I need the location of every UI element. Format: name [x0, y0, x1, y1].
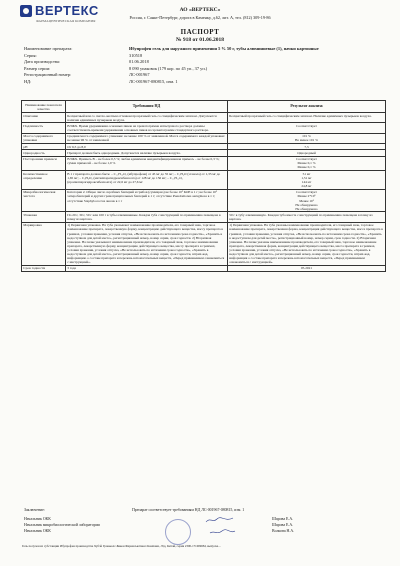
info-row-nd: [24, 79, 379, 86]
signature-row: [24, 529, 384, 534]
signature-row: [24, 523, 384, 528]
signatory-title: Начальник микробиологической лаборатории: [24, 523, 100, 527]
table-row: [22, 133, 386, 143]
signatory-name: Волкова Н.А.: [272, 529, 295, 533]
info-label: НД:: [24, 78, 32, 84]
row-name: Однородность: [22, 150, 66, 156]
row-requirement: От 6,5 до 8,0: [66, 144, 228, 150]
signatory-name: Шарова Е.А.: [272, 517, 294, 521]
info-label: Регистрационный номер:: [24, 72, 72, 78]
column-header: Требования НД: [66, 101, 228, 113]
conclusion: [24, 508, 384, 513]
info-label: Серия:: [24, 52, 37, 58]
info-value: ЛС-001967: [129, 72, 150, 78]
row-result: 51 мг 1,51 мг 144 мг 24,8 мг: [228, 171, 386, 190]
row-name: Масса содержимого упаковки: [22, 133, 66, 143]
table-row: [22, 171, 386, 190]
row-result: Соответствует: [228, 123, 386, 133]
table-header-row: [22, 101, 386, 113]
row-result: 7,3: [228, 144, 386, 150]
info-row-product: [24, 46, 379, 53]
company-name: АО «ВЕРТЕКС»: [179, 7, 221, 13]
row-requirement: ВЭЖХ. Время удерживания основных пиков на хроматограмме испытуемого раствора должны соответствовать времени удерживания основных пиков на хроматограмме стандартного раствора.: [66, 123, 228, 133]
signature-row: [24, 517, 384, 522]
conclusion-text: Препарат соответствует требованиям НД ЛС-001967-080815, изм. 1: [132, 508, 245, 512]
document-title: ПАСПОРТ: [180, 28, 220, 36]
company-address: Россия, г. Санкт-Петербург, дорога в Каменку, д.62, лит. А, тел. (812) 309-19-86: [129, 15, 271, 20]
stamp-icon: [165, 519, 191, 545]
signature-icon: [208, 528, 238, 536]
table-row: [22, 212, 386, 222]
quality-table: [21, 100, 386, 272]
row-requirement: ВЭЖХ. Примесь В – не более 0,3 %; любая единичная неидентифицированная примесь – не более 0,3 %; сумма примесей – не более 1,0 %: [66, 156, 228, 170]
row-requirement: Препарат должен быть однородным. Допускается наличие пузырьков воздуха.: [66, 150, 228, 156]
info-label: Дата производства:: [24, 59, 61, 65]
logo-tagline: ФАРМАЦЕВТИЧЕСКАЯ КОМПАНИЯ: [36, 19, 96, 23]
row-name: Описание: [22, 113, 66, 123]
info-row-series: [24, 53, 379, 60]
info-value: 8 090 упаковок (179 кор. по 45 уп., 37 уп.): [129, 65, 208, 71]
table-row: [22, 156, 386, 170]
row-name: Подлинность: [22, 123, 66, 133]
row-requirement: 1) Первичная упаковка. На тубе указывают наименование производителя, его товарный знак, торговое наименование препарата, лекарственную форму, концентрацию действующего вещества, массу препарата в граммах, условия хранения, условия отпуска, «Не использовать по истечении срока годности», «Хранить в недоступном для детей месте», регистрационный номер, номер серии, срок годности. 2) Вторичная упаковка. На пачке указывают наименование производителя, его товарный знак, торговое наименование препарата, лекарственную форму, концентрацию действующего вещества, массу препарата в граммах, условия хранения, условия отпуска, «Не использовать по истечении срока годности», «Хранить в недоступном для детей месте», регистрационный номер, номер серии, срок годности, штрих-код, информацию о составе препарата и перечень вспомогательных веществ, «Перед применением ознакомиться с инструкцией».: [66, 222, 228, 265]
row-name: Упаковка: [22, 212, 66, 222]
row-requirement: 3 года: [66, 265, 228, 271]
product-info: [24, 46, 379, 86]
table-row: [22, 222, 386, 265]
row-name: pH: [22, 144, 66, 150]
table-row: [22, 265, 386, 271]
row-name: Микробиологическая чистота: [22, 189, 66, 212]
table-row: [22, 113, 386, 123]
signatory-title: Начальник ОКК: [24, 529, 51, 533]
info-row-reg: [24, 72, 379, 79]
conclusion-label: Заключение:: [24, 508, 45, 512]
info-row-size: [24, 66, 379, 73]
info-value: 01.06.2018: [129, 59, 149, 65]
column-header: Наименование показателя качества: [22, 101, 66, 113]
row-name: Маркировка: [22, 222, 66, 265]
row-name: Срок годности: [22, 265, 66, 271]
row-result: 101 % Не менее 101 %: [228, 133, 386, 143]
column-header: Результат анализа: [228, 101, 386, 113]
info-row-date: [24, 59, 379, 66]
row-result: Однородный: [228, 150, 386, 156]
row-result: Соответствует Менее 0,1 % Менее 0,1 %: [228, 156, 386, 170]
row-result: Бесцветный прозрачный гель со специфическим запахом. Наличие единичных пузырьков воздуха.: [228, 113, 386, 123]
info-value: 310518: [129, 52, 143, 58]
row-requirement: Средняя масса содержимого упаковки: не менее 100 % от заявленной. Масса содержимого каждой упаковки: не менее 96 % от заявленной: [66, 133, 228, 143]
signature-icon: [205, 516, 235, 524]
row-requirement: По 20 г, 30 г, 50 г или 100 г в тубы алюминиевые. Каждая туба с инструкцией по применению помещена в пачку из картона.: [66, 212, 228, 222]
table-row: [22, 189, 386, 212]
row-name: Количественное определение: [22, 171, 66, 190]
row-requirement: Категория 2. Общее число аэробных бактерий и грибов (суммарно) не более 10² КОЕ в 1 г; не более 10¹ энтеробактерий и других грамотрицательных бактерий в 1 г; отсутствие Pseudomonas aeruginosa в 1 г; отсутствие Staphylococcus aureus в 1 г: [66, 189, 228, 212]
row-requirement: Бесцветный или со светло-желтым оттенком прозрачный гель со специфическим запахом. Допускается наличие единичных пузырьков воздуха.: [66, 113, 228, 123]
info-value: ЛС-001967-080815, изм. 1: [129, 78, 178, 84]
fine-print: Гель получен из субстанции Ибупрофен производства Хубэй Граньюлс-Бикон Фармасьютикал Компани, Лтд, Китай, серия 2300-1710096M, выпуска...: [22, 544, 221, 548]
row-result: 50 г в тубу алюминиевую. Каждая туба вместе с инструкцией по применению помещена в пачку из картона.: [228, 212, 386, 222]
info-label: Размер серии:: [24, 65, 51, 71]
info-value: Ибупрофен гель для наружного применения 5 % 50 г, тубы алюминиевые (1), пачки картонные: [129, 46, 319, 51]
row-requirement: В 1 г препарата должно быть: – C₁₃H₁₈O₂ (ибупрофена) от 45 мг до 55 мг; – C₂H₆O (этанола) от 1,35 мг до 1,65 мг; – C₈H₈O₃ (метилпарагидроксибензоата) от 128 мг до 156 мг; – C₁₀H₁₂O₃ (пропилпарагидроксибензоата) от 22,6 мг до 27,6 мг: [66, 171, 228, 190]
signatory-title: Начальник ОКК: [24, 517, 51, 521]
info-label: Наименование препарата:: [24, 46, 73, 51]
signatory-name: Шарова Е.А.: [272, 523, 294, 527]
table-row: [22, 123, 386, 133]
row-result: Соответствует Менее 2*10¹ Менее 10¹ Не обнаружено Не обнаружено: [228, 189, 386, 212]
row-name: Посторонние примеси: [22, 156, 66, 170]
row-result: 1) Первичная упаковка. На тубе указаны наименование производителя, его товарный знак, торговое наименование препарата, лекарственная форма, концентрация действующего вещества, масса препарата в граммах, условия хранения, условия отпуска, «Не использовать по истечении срока годности», «Хранить в недоступном для детей месте», регистрационный номер, номер серии, срок годности. 2) Вторичная упаковка. На пачке указаны наименование производителя, его товарный знак, торговое наименование препарата, лекарственная форма, концентрация действующего вещества, масса препарата в граммах, условия хранения, условия отпуска, «Не использовать по истечении срока годности», «Хранить в недоступном для детей месте», регистрационный номер, номер серии, срок годности, штрих-код, информация о составе препарата и перечень вспомогательных веществ, «Перед применением ознакомиться с инструкцией».: [228, 222, 386, 265]
row-result: 05.2021: [228, 265, 386, 271]
document-number: № 918 от 01.06.2018: [175, 37, 225, 43]
logo-name: ВЕРТЕКС: [35, 3, 99, 18]
